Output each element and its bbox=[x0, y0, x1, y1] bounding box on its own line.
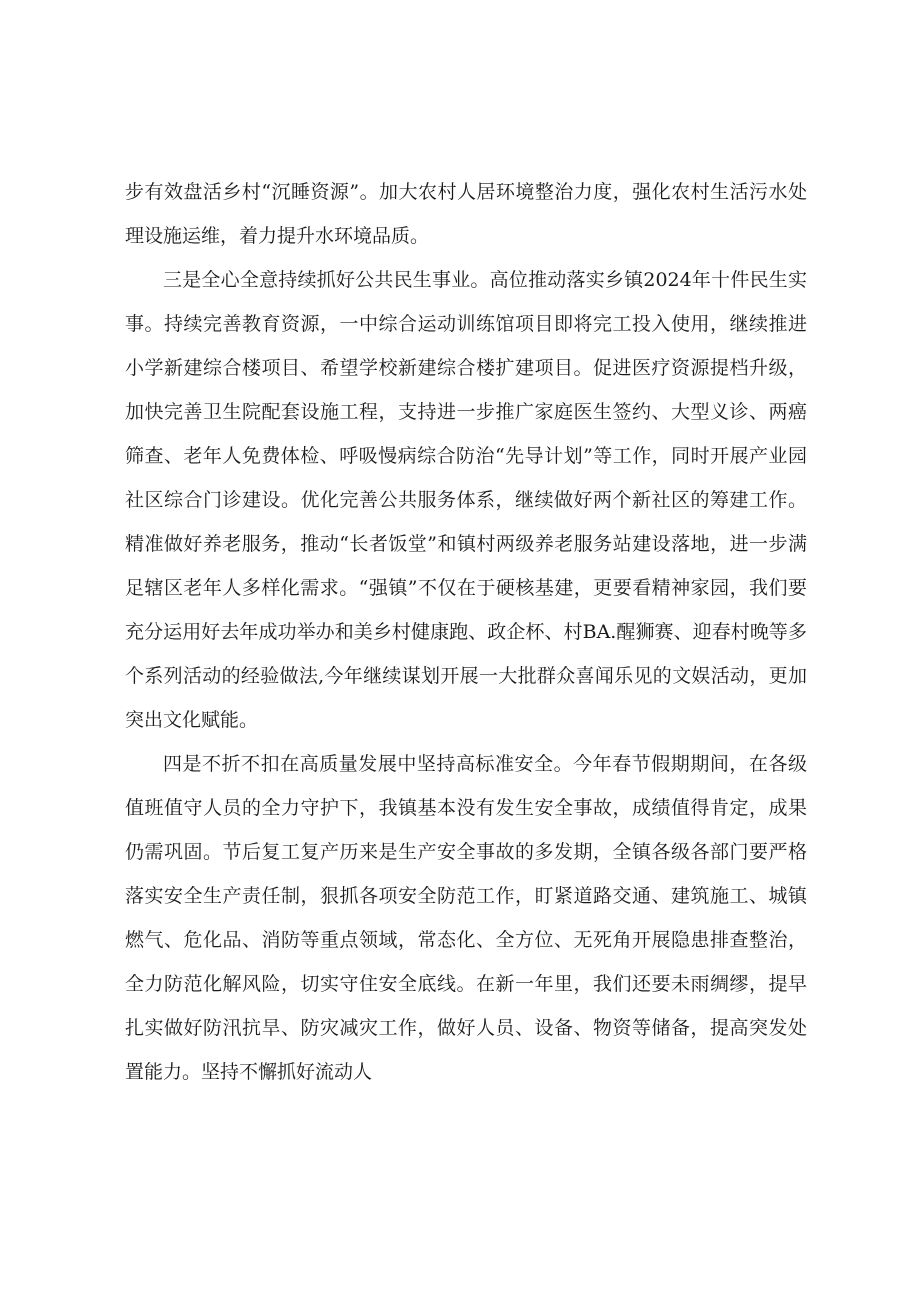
paragraph-safety: 四是不折不扣在高质量发展中坚持高标准安全。今年春节假期期间，在各级值班值守人员的全力守护下，我镇基本没有发生安全事故，成绩值得肯定，成果仍需巩固。节后复工复产历来是生产安全事故的多发期，全镇各级各部门要严格落实安全生产责任制，狠抓各项安全防范工作，盯紧道路交通、建筑施工、城镇燃气、危化品、消防等重点领域，常态化、全方位、无死角开展隐患排查整治，全力防范化解风险，切实守住安全底线。在新一年里，我们还要未雨绸缪，提早扎实做好防汛抗旱、防灾减灾工作，做好人员、设备、物资等储备，提高突发处置能力。坚持不懈抓好流动人 bbox=[125, 753, 807, 1083]
document-body bbox=[125, 170, 807, 1094]
paragraph-public-livelihood: 三是全心全意持续抓好公共民生事业。高位推动落实乡镇2024年十件民生实事。持续完善教育资源，一中综合运动训练馆项目即将完工投入使用，继续推进小学新建综合楼项目、希望学校新建综合楼扩建项目。促进医疗资源提档升级，加快完善卫生院配套设施工程，支持进一步推广家庭医生签约、大型义诊、两癌筛查、老年人免费体检、呼吸慢病综合防治“先导计划”等工作，同时开展产业园社区综合门诊建设。优化完善公共服务体系，继续做好两个新社区的筹建工作。精准做好养老服务，推动“长者饭堂”和镇村两级养老服务站建设落地，进一步满足辖区老年人多样化需求。“强镇”不仅在于硬核基建，更要看精神家园，我们要充分运用好去年成功举办和美乡村健康跑、政企杯、村BA.醒狮赛、迎春村晚等多个系列活动的经验做法,今年继续谋划开展一大批群众喜闻乐见的文娱活动，更加突出文化赋能。 bbox=[125, 269, 807, 731]
paragraph-environment-continuation: 步有效盘活乡村“沉睡资源”。加大农村人居环境整治力度，强化农村生活污水处理设施运维，着力提升水环境品质。 bbox=[125, 181, 807, 247]
